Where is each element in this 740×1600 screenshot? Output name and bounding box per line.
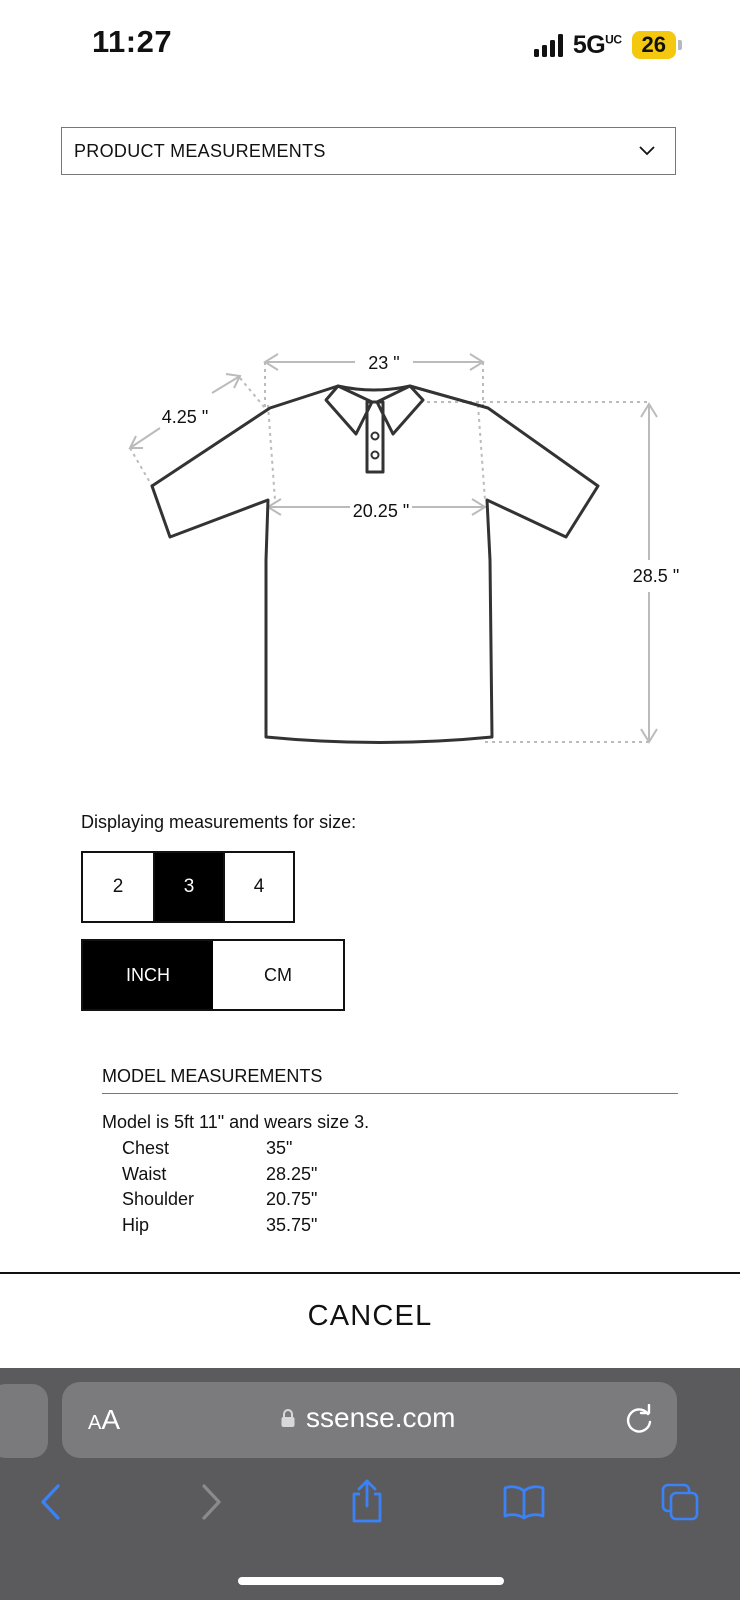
- measurement-value: 35.75": [266, 1214, 318, 1235]
- text-size-small: A: [88, 1412, 102, 1434]
- signal-icon: [534, 33, 563, 57]
- product-measurements-dropdown[interactable]: [61, 127, 676, 175]
- dropdown-label: PRODUCT MEASUREMENTS: [74, 140, 326, 161]
- url-text: ssense.com: [306, 1402, 456, 1433]
- lock-icon: [280, 1408, 296, 1428]
- home-indicator[interactable]: [238, 1577, 504, 1585]
- size-label: Displaying measurements for size:: [81, 812, 357, 832]
- table-row: [122, 1138, 317, 1164]
- size-option-2[interactable]: 2: [112, 876, 124, 897]
- unit-inch-button[interactable]: INCH: [83, 941, 213, 1009]
- unit-selector: [81, 939, 345, 1011]
- size-option-3[interactable]: 3: [153, 853, 223, 921]
- measurement-label: Chest: [122, 1138, 170, 1158]
- divider: [0, 1272, 740, 1274]
- shoulder-width-label: 23 ": [368, 353, 400, 373]
- shirt-measurement-diagram: [110, 340, 690, 750]
- network-label: $5G^{UC}$: [572, 30, 622, 59]
- previous-tab-preview[interactable]: [0, 1384, 48, 1458]
- model-measurements-title: MODEL MEASUREMENTS: [102, 1066, 678, 1094]
- tabs-icon[interactable]: [660, 1482, 700, 1522]
- measurement-value: 20.75": [266, 1189, 318, 1209]
- text-size-button[interactable]: [88, 1404, 120, 1436]
- size-option-4[interactable]: 4: [223, 853, 293, 921]
- measurement-label: Hip: [122, 1214, 150, 1235]
- back-arrow-icon[interactable]: [38, 1482, 64, 1522]
- body-length-label: 28.5 ": [632, 566, 680, 586]
- size-selector: [81, 851, 295, 923]
- measurement-value: 28.25": [266, 1163, 318, 1184]
- cancel-button[interactable]: CANCEL: [307, 1300, 433, 1332]
- status-indicators: [534, 28, 682, 62]
- table-row: [122, 1189, 317, 1215]
- measurement-label: Shoulder: [122, 1189, 195, 1209]
- reload-icon[interactable]: [624, 1404, 654, 1436]
- bookmarks-icon[interactable]: [502, 1484, 546, 1520]
- table-row: [122, 1164, 317, 1190]
- sleeve-length-label: 4.25 ": [161, 407, 209, 427]
- unit-cm-button[interactable]: CM: [264, 964, 292, 985]
- forward-arrow-icon[interactable]: [198, 1482, 224, 1522]
- measurement-label: Waist: [122, 1163, 167, 1184]
- status-time: 11:27: [92, 24, 173, 59]
- measurement-value: 35": [266, 1138, 293, 1158]
- model-summary: Model is 5ft 11" and wears size 3.: [102, 1112, 370, 1132]
- text-size-large: A: [101, 1404, 121, 1435]
- battery-icon: [632, 31, 682, 59]
- network-sup: UC: [605, 32, 622, 47]
- model-measurements-table: [122, 1138, 317, 1240]
- chest-width-label: 20.25 ": [352, 501, 410, 521]
- battery-level: 26: [632, 31, 676, 59]
- table-row: [122, 1215, 317, 1241]
- url-display[interactable]: [280, 1402, 455, 1434]
- chevron-down-icon: [639, 146, 655, 156]
- share-icon[interactable]: [348, 1478, 386, 1524]
